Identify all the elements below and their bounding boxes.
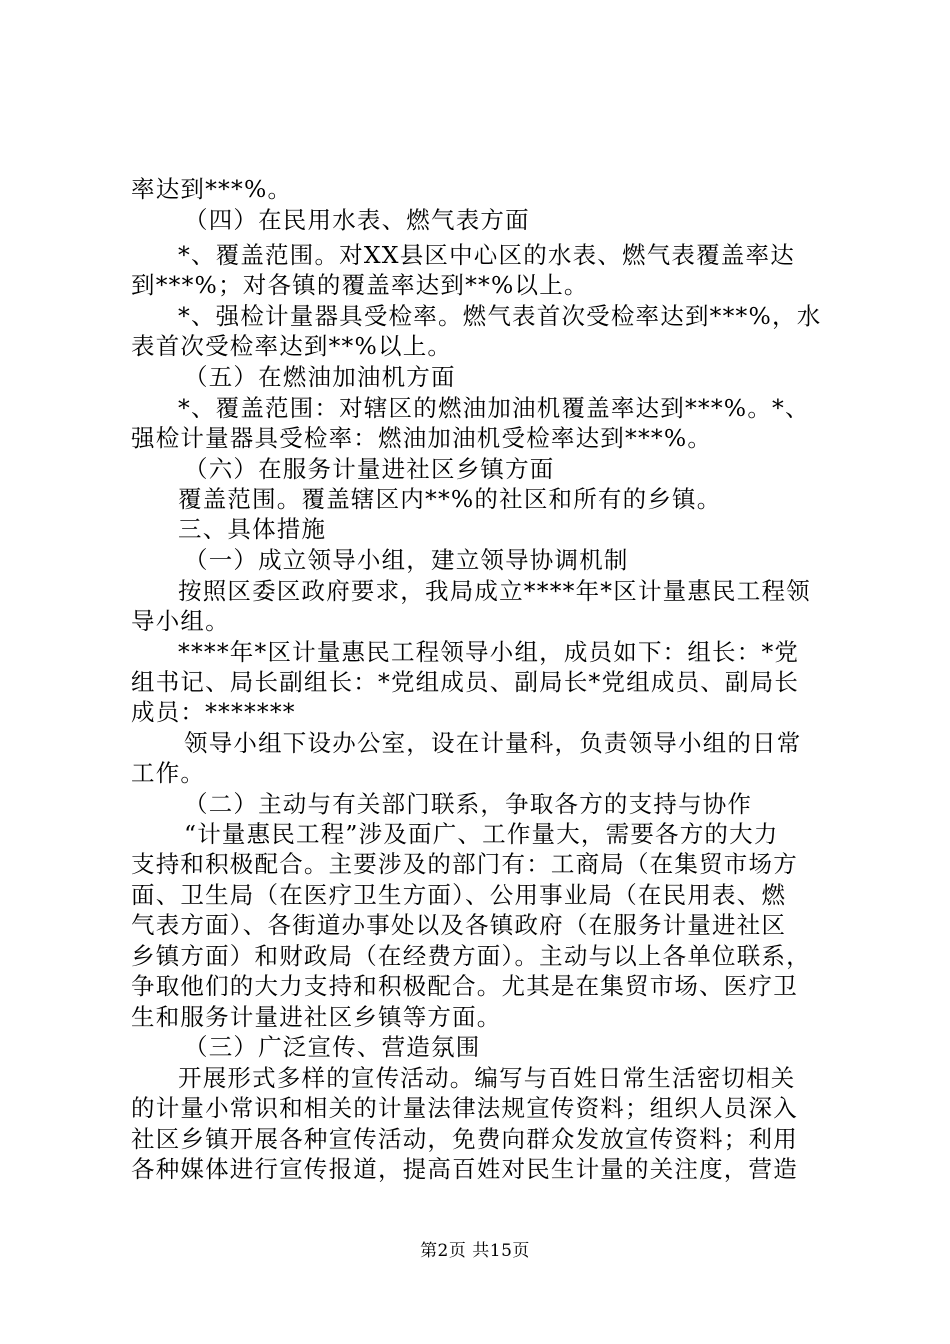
text-line: *、覆盖范围：对辖区的燃油加油机覆盖率达到***%。*、 [178, 394, 810, 422]
section-heading: （四）在民用水表、燃气表方面 [184, 206, 530, 234]
text-line: 组书记、局长副组长：*党组成员、副局长*党组成员、副局长 [131, 668, 800, 696]
text-line: 开展形式多样的宣传活动。编写与百姓日常生活密切相关 [178, 1064, 796, 1092]
text-line: 成员：******* [131, 698, 296, 726]
section-heading: （二）主动与有关部门联系，争取各方的支持与协作 [184, 790, 753, 818]
text-line: 表首次受检率达到**%以上。 [131, 332, 453, 360]
section-heading: （五）在燃油加油机方面 [184, 363, 456, 391]
text-line: 导小组。 [131, 607, 230, 635]
text-line: 到***%；对各镇的覆盖率达到**%以上。 [131, 271, 589, 299]
section-heading: 三、具体措施 [178, 515, 327, 543]
text-line: 领导小组下设办公室，设在计量科，负责领导小组的日常 [184, 729, 802, 757]
text-line: 按照区委区政府要求，我局成立****年*区计量惠民工程领 [178, 577, 811, 605]
text-line: ****年*区计量惠民工程领导小组，成员如下：组长：*党 [178, 638, 800, 666]
text-line: 支持和积极配合。主要涉及的部门有：工商局（在集贸市场方 [131, 850, 798, 878]
text-line: 气表方面）、各街道办事处以及各镇政府（在服务计量进社区 [131, 911, 787, 939]
text-line: 乡镇方面）和财政局（在经费方面）。主动与以上各单位联系， [131, 942, 811, 970]
section-heading: （六）在服务计量进社区乡镇方面 [184, 455, 555, 483]
text-line: 率达到***%。 [131, 175, 293, 203]
section-heading: （三）广泛宣传、营造氛围 [184, 1033, 481, 1061]
text-line: 各种媒体进行宣传报道，提高百姓对民生计量的关注度，营造 [131, 1155, 798, 1183]
section-heading: （一）成立领导小组，建立领导协调机制 [184, 546, 629, 574]
text-line: 覆盖范围。覆盖辖区内**%的社区和所有的乡镇。 [178, 485, 722, 513]
text-line: 强检计量器具受检率：燃油加油机受检率达到***%。 [131, 424, 713, 452]
text-line: “计量惠民工程”涉及面广、工作量大，需要各方的大力 [184, 820, 779, 848]
text-line: 面、卫生局（在医疗卫生方面）、公用事业局（在民用表、燃 [131, 881, 787, 909]
page-number-footer: 第2页 共15页 [420, 1241, 530, 1261]
text-line: 工作。 [131, 759, 206, 787]
text-line: *、覆盖范围。对XX县区中心区的水表、燃气表覆盖率达 [178, 241, 795, 269]
text-line: *、强检计量器具受检率。燃气表首次受检率达到***%，水 [178, 302, 822, 330]
text-line: 社区乡镇开展各种宣传活动，免费向群众发放宣传资料；利用 [131, 1125, 798, 1153]
text-line: 生和服务计量进社区乡镇等方面。 [131, 1003, 502, 1031]
text-line: 的计量小常识和相关的计量法律法规宣传资料；组织人员深入 [131, 1094, 798, 1122]
text-line: 争取他们的大力支持和积极配合。尤其是在集贸市场、医疗卫 [131, 972, 798, 1000]
